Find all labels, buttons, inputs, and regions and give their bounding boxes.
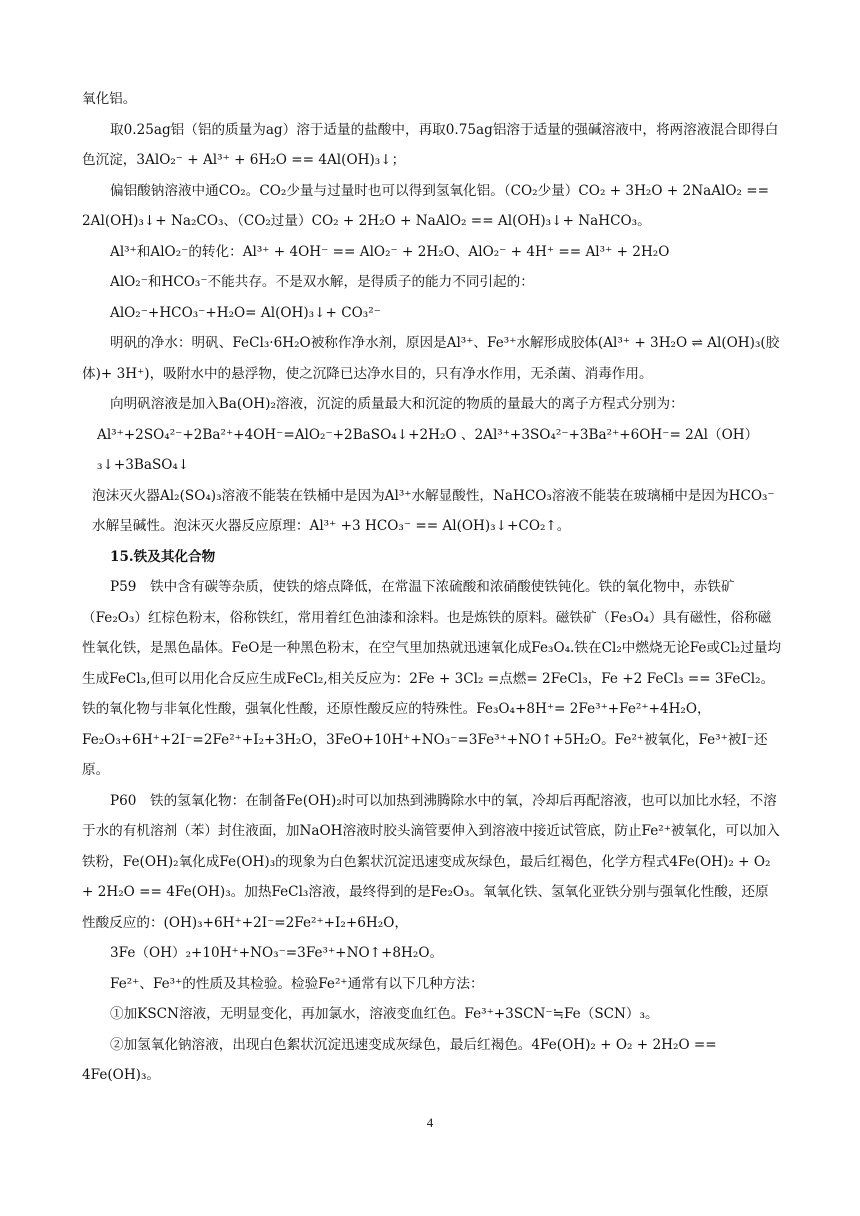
text-paragraph-al-conversion: Al³⁺和AlO₂⁻的转化：Al³⁺ + 4OH⁻ == AlO₂⁻ + 2H₂O、AlO₂⁻ + 4H⁺ == Al³⁺ + 2H₂O xyxy=(110,243,670,260)
text-paragraph-extinguisher: 泡沫灭火器Al₂(SO₄)₃溶液不能装在铁桶中是因为Al³⁺水解显酸性，NaHCO₃溶液不能装在玻璃桶中是因为HCO₃⁻水解呈碱性。泡沫灭火器反应原理：Al³⁺ +3 HCO₃⁻ == Al(OH)₃↓+CO₂↑。 xyxy=(92,487,775,534)
text-paragraph-baoh2: 向明矾溶液是加入Ba(OH)₂溶液，沉淀的质量最大和沉淀的物质的量最大的离子方程式分别为： xyxy=(110,396,684,412)
text-equation-feoh2-nitric: 3Fe（OH）₂+10H⁺+NO₃⁻=3Fe³⁺+NO↑+8H₂O。 xyxy=(110,945,444,961)
section-heading-iron: 15.铁及其化合物 xyxy=(110,548,216,565)
page-number: 4 xyxy=(426,1115,434,1130)
text-method-2: ②加氢氧化钠溶液，出现白色絮状沉淀迅速变成灰绿色，最后红褐色。4Fe(OH)₂ + O₂ + 2H₂O == 4Fe(OH)₃。 xyxy=(82,1036,717,1083)
text-paragraph-p59: P59 铁中含有碳等杂质，使铁的熔点降低，在常温下浓硫酸和浓硝酸使铁钝化。铁的氧化物中，赤铁矿（Fe₂O₃）红棕色粉末，俗称铁红，常用着红色油漆和涂料。也是炼铁的原料。磁铁矿（Fe₃O₄）具有磁性，俗称磁性氧化铁，是黑色晶体。FeO是一种黑色粉末，在空气里加热就迅速氧化成Fe₃O₄.铁在Cl₂中燃烧无论Fe或Cl₂过量均生成FeCl₃,但可以用化合反应生成FeCl₂,相关反应为：2Fe + 3Cl₂ =点燃= 2FeCl₃，Fe +2 FeCl₃ == 3FeCl₂。铁的氧化物与非氧化性酸，强氧化性酸，还原性酸反应的特殊性。Fe₃O₄+8H⁺= 2Fe³⁺+Fe²⁺+4H₂O，Fe₂O₃+6H⁺+2I⁻=2Fe²⁺+I₂+3H₂O，3FeO+10H⁺+NO₃⁻=3Fe³⁺+NO↑+5H₂O。Fe²⁺被氧化，Fe³⁺被I⁻还原。 xyxy=(82,579,782,778)
text-paragraph-detection: Fe²⁺、Fe³⁺的性质及其检验。检验Fe²⁺通常有以下几种方法： xyxy=(110,975,484,992)
text-method-1: ①加KSCN溶液，无明显变化，再加氯水，溶液变血红色。Fe³⁺+3SCN⁻≒Fe（SCN）₃。 xyxy=(110,1006,659,1022)
text-equation-alo2-hco3: AlO₂⁻+HCO₃⁻+H₂O= Al(OH)₃↓+ CO₃²⁻ xyxy=(110,304,381,321)
text-paragraph-coexist: AlO₂⁻和HCO₃⁻不能共存。不是双水解，是得质子的能力不同引起的： xyxy=(110,274,534,290)
text-equation-baso4: Al³⁺+2SO₄²⁻+2Ba²⁺+4OH⁻=AlO₂⁻+2BaSO₄↓+2H₂O 、2Al³⁺+3SO₄²⁻+3Ba²⁺+6OH⁻= 2Al（OH）₃↓+3BaSO₄↓ xyxy=(97,426,759,473)
text-paragraph-co2: 偏铝酸钠溶液中通CO₂。CO₂少量与过量时也可以得到氢氧化铝。（CO₂少量）CO₂ + 3H₂O + 2NaAlO₂ == 2Al(OH)₃↓+ Na₂CO₃、（CO₂过量）CO₂ + 2H₂O + NaAlO₂ == Al(OH)₃↓+ NaHCO₃。 xyxy=(82,182,770,229)
text-line-1: 氧化铝。 xyxy=(82,91,137,107)
text-paragraph-aluminum-mix: 取0.25ag铝（铝的质量为ag）溶于适量的盐酸中，再取0.75ag铝溶于适量的强碱溶液中，将两溶液混合即得白色沉淀，3AlO₂⁻ + Al³⁺ + 6H₂O == 4Al(OH)₃↓； xyxy=(82,121,779,168)
text-paragraph-p60: P60 铁的氢氧化物：在制备Fe(OH)₂时可以加热到沸腾除水中的氧，冷却后再配溶液，也可以加比水轻，不溶于水的有机溶剂（苯）封住液面，加NaOH溶液时胶头滴管要伸入到溶液中接近试管底，防止Fe²⁺被氧化，可以加入铁粉，Fe(OH)₂氧化成Fe(OH)₃的现象为白色絮状沉淀迅速变成灰绿色，最后红褐色，化学方程式4Fe(OH)₂ + O₂ + 2H₂O == 4Fe(OH)₃。加热FeCl₃溶液，最终得到的是Fe₂O₃。氧氧化铁、氢氧化亚铁分别与强氧化性酸，还原性酸反应的：(OH)₃+6H⁺+2I⁻=2Fe²⁺+I₂+6H₂O， xyxy=(82,792,780,931)
document-body xyxy=(82,84,782,1091)
text-paragraph-alum: 明矾的净水：明矾、FeCl₃·6H₂O被称作净水剂，原因是Al³⁺、Fe³⁺水解形成胶体(Al³⁺ + 3H₂O ⇌ Al(OH)₃(胶体)+ 3H⁺)，吸附水中的悬浮物，使之沉降已达净水目的，只有净水作用，无杀菌、消毒作用。 xyxy=(82,335,780,382)
